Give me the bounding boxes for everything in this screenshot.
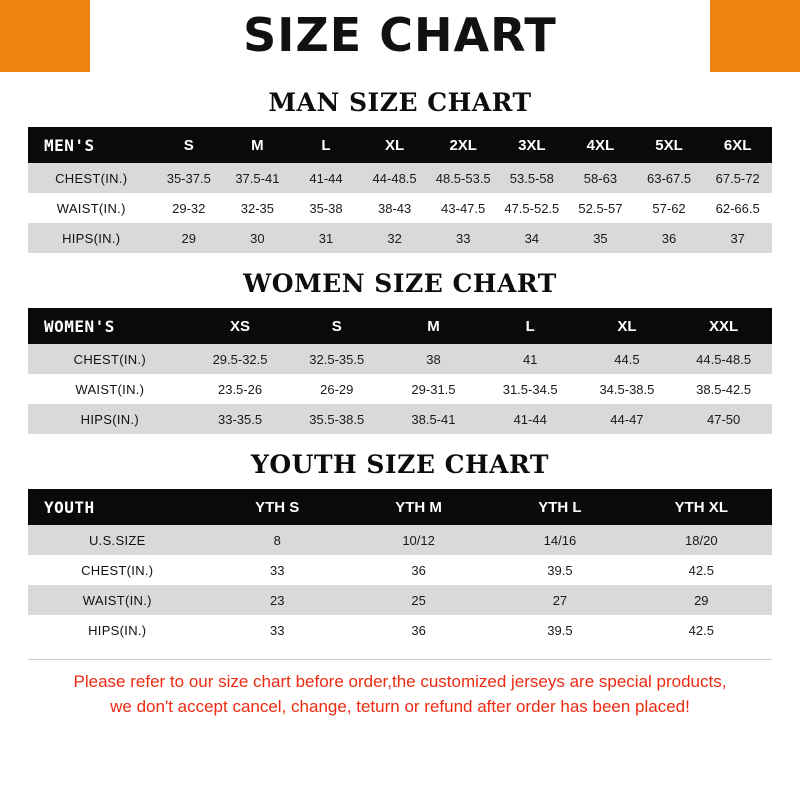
table-cell: 23 xyxy=(207,585,348,615)
table-cell: 31.5-34.5 xyxy=(482,374,579,404)
youth-size-table xyxy=(28,489,772,645)
table-cell: 32.5-35.5 xyxy=(288,344,385,374)
table-cell: 58-63 xyxy=(566,163,635,193)
table-row xyxy=(28,344,772,374)
table-header-row xyxy=(28,489,772,525)
column-header: 2XL xyxy=(429,127,498,163)
page-banner xyxy=(0,0,800,72)
table-cell: 34.5-38.5 xyxy=(579,374,676,404)
banner-inner xyxy=(90,0,710,72)
table-cell: 41-44 xyxy=(292,163,361,193)
column-header: WOMEN'S xyxy=(28,308,192,344)
footer-line-1: Please refer to our size chart before order,the customized jerseys are special products, xyxy=(73,672,727,691)
table-row xyxy=(28,163,772,193)
table-cell: 43-47.5 xyxy=(429,193,498,223)
table-cell: 57-62 xyxy=(635,193,704,223)
table-cell: 25 xyxy=(348,585,489,615)
table-cell: 48.5-53.5 xyxy=(429,163,498,193)
table-cell: 33 xyxy=(207,555,348,585)
column-header: L xyxy=(292,127,361,163)
table-cell: 42.5 xyxy=(631,615,772,645)
table-cell: 8 xyxy=(207,525,348,555)
table-cell: 34 xyxy=(498,223,567,253)
table-cell: 42.5 xyxy=(631,555,772,585)
footer-disclaimer xyxy=(28,659,772,719)
section-title-youth: YOUTH SIZE CHART xyxy=(251,450,549,479)
row-label: HIPS(IN.) xyxy=(28,404,192,434)
table-cell: 14/16 xyxy=(489,525,630,555)
table-cell: 31 xyxy=(292,223,361,253)
row-label: HIPS(IN.) xyxy=(28,615,207,645)
man-size-table xyxy=(28,127,772,253)
table-cell: 41-44 xyxy=(482,404,579,434)
table-cell: 10/12 xyxy=(348,525,489,555)
page-title: SIZE CHART xyxy=(243,8,557,62)
table-cell: 36 xyxy=(635,223,704,253)
table-cell: 47.5-52.5 xyxy=(498,193,567,223)
table-cell: 32-35 xyxy=(223,193,292,223)
section-title-man: MAN SIZE CHART xyxy=(268,88,532,117)
row-label: WAIST(IN.) xyxy=(28,585,207,615)
table-header-row xyxy=(28,127,772,163)
section-man xyxy=(28,88,772,253)
table-cell: 35 xyxy=(566,223,635,253)
table-cell: 44-48.5 xyxy=(360,163,429,193)
column-header: YTH M xyxy=(348,489,489,525)
column-header: XL xyxy=(579,308,676,344)
table-cell: 38.5-41 xyxy=(385,404,482,434)
table-cell: 35-38 xyxy=(292,193,361,223)
table-cell: 53.5-58 xyxy=(498,163,567,193)
column-header: YTH S xyxy=(207,489,348,525)
row-label: U.S.SIZE xyxy=(28,525,207,555)
table-cell: 33 xyxy=(429,223,498,253)
table-cell: 29-31.5 xyxy=(385,374,482,404)
table-cell: 32 xyxy=(360,223,429,253)
table-cell: 38-43 xyxy=(360,193,429,223)
women-size-table xyxy=(28,308,772,434)
column-header: S xyxy=(288,308,385,344)
column-header: M xyxy=(385,308,482,344)
table-cell: 27 xyxy=(489,585,630,615)
column-header: YOUTH xyxy=(28,489,207,525)
table-cell: 33 xyxy=(207,615,348,645)
column-header: 5XL xyxy=(635,127,704,163)
chart-content xyxy=(0,88,800,719)
table-cell: 29 xyxy=(631,585,772,615)
column-header: 6XL xyxy=(703,127,772,163)
column-header: S xyxy=(154,127,223,163)
table-cell: 41 xyxy=(482,344,579,374)
table-row xyxy=(28,525,772,555)
table-cell: 47-50 xyxy=(675,404,772,434)
footer-line-2: we don't accept cancel, change, teturn or refund after order has been placed! xyxy=(110,696,690,716)
table-cell: 29 xyxy=(154,223,223,253)
table-cell: 29.5-32.5 xyxy=(192,344,289,374)
table-row xyxy=(28,404,772,434)
table-row xyxy=(28,555,772,585)
table-row xyxy=(28,193,772,223)
row-label: WAIST(IN.) xyxy=(28,193,154,223)
table-cell: 37.5-41 xyxy=(223,163,292,193)
section-youth xyxy=(28,450,772,645)
table-cell: 39.5 xyxy=(489,555,630,585)
table-row xyxy=(28,615,772,645)
column-header: XS xyxy=(192,308,289,344)
table-cell: 35.5-38.5 xyxy=(288,404,385,434)
table-cell: 38 xyxy=(385,344,482,374)
table-cell: 44.5-48.5 xyxy=(675,344,772,374)
row-label: CHEST(IN.) xyxy=(28,344,192,374)
row-label: WAIST(IN.) xyxy=(28,374,192,404)
table-row xyxy=(28,374,772,404)
table-cell: 67.5-72 xyxy=(703,163,772,193)
table-cell: 38.5-42.5 xyxy=(675,374,772,404)
table-cell: 62-66.5 xyxy=(703,193,772,223)
table-cell: 36 xyxy=(348,555,489,585)
table-cell: 63-67.5 xyxy=(635,163,704,193)
row-label: CHEST(IN.) xyxy=(28,555,207,585)
table-cell: 29-32 xyxy=(154,193,223,223)
table-cell: 18/20 xyxy=(631,525,772,555)
table-cell: 37 xyxy=(703,223,772,253)
table-cell: 26-29 xyxy=(288,374,385,404)
table-cell: 30 xyxy=(223,223,292,253)
column-header: M xyxy=(223,127,292,163)
column-header: MEN'S xyxy=(28,127,154,163)
row-label: HIPS(IN.) xyxy=(28,223,154,253)
table-cell: 44-47 xyxy=(579,404,676,434)
table-cell: 36 xyxy=(348,615,489,645)
column-header: 3XL xyxy=(498,127,567,163)
row-label: CHEST(IN.) xyxy=(28,163,154,193)
column-header: XL xyxy=(360,127,429,163)
column-header: YTH L xyxy=(489,489,630,525)
table-row xyxy=(28,223,772,253)
table-cell: 52.5-57 xyxy=(566,193,635,223)
table-row xyxy=(28,585,772,615)
column-header: 4XL xyxy=(566,127,635,163)
column-header: YTH XL xyxy=(631,489,772,525)
section-title-women: WOMEN SIZE CHART xyxy=(243,269,557,298)
column-header: XXL xyxy=(675,308,772,344)
table-cell: 39.5 xyxy=(489,615,630,645)
table-cell: 35-37.5 xyxy=(154,163,223,193)
table-cell: 33-35.5 xyxy=(192,404,289,434)
section-women xyxy=(28,269,772,434)
column-header: L xyxy=(482,308,579,344)
table-cell: 23.5-26 xyxy=(192,374,289,404)
table-cell: 44.5 xyxy=(579,344,676,374)
table-header-row xyxy=(28,308,772,344)
